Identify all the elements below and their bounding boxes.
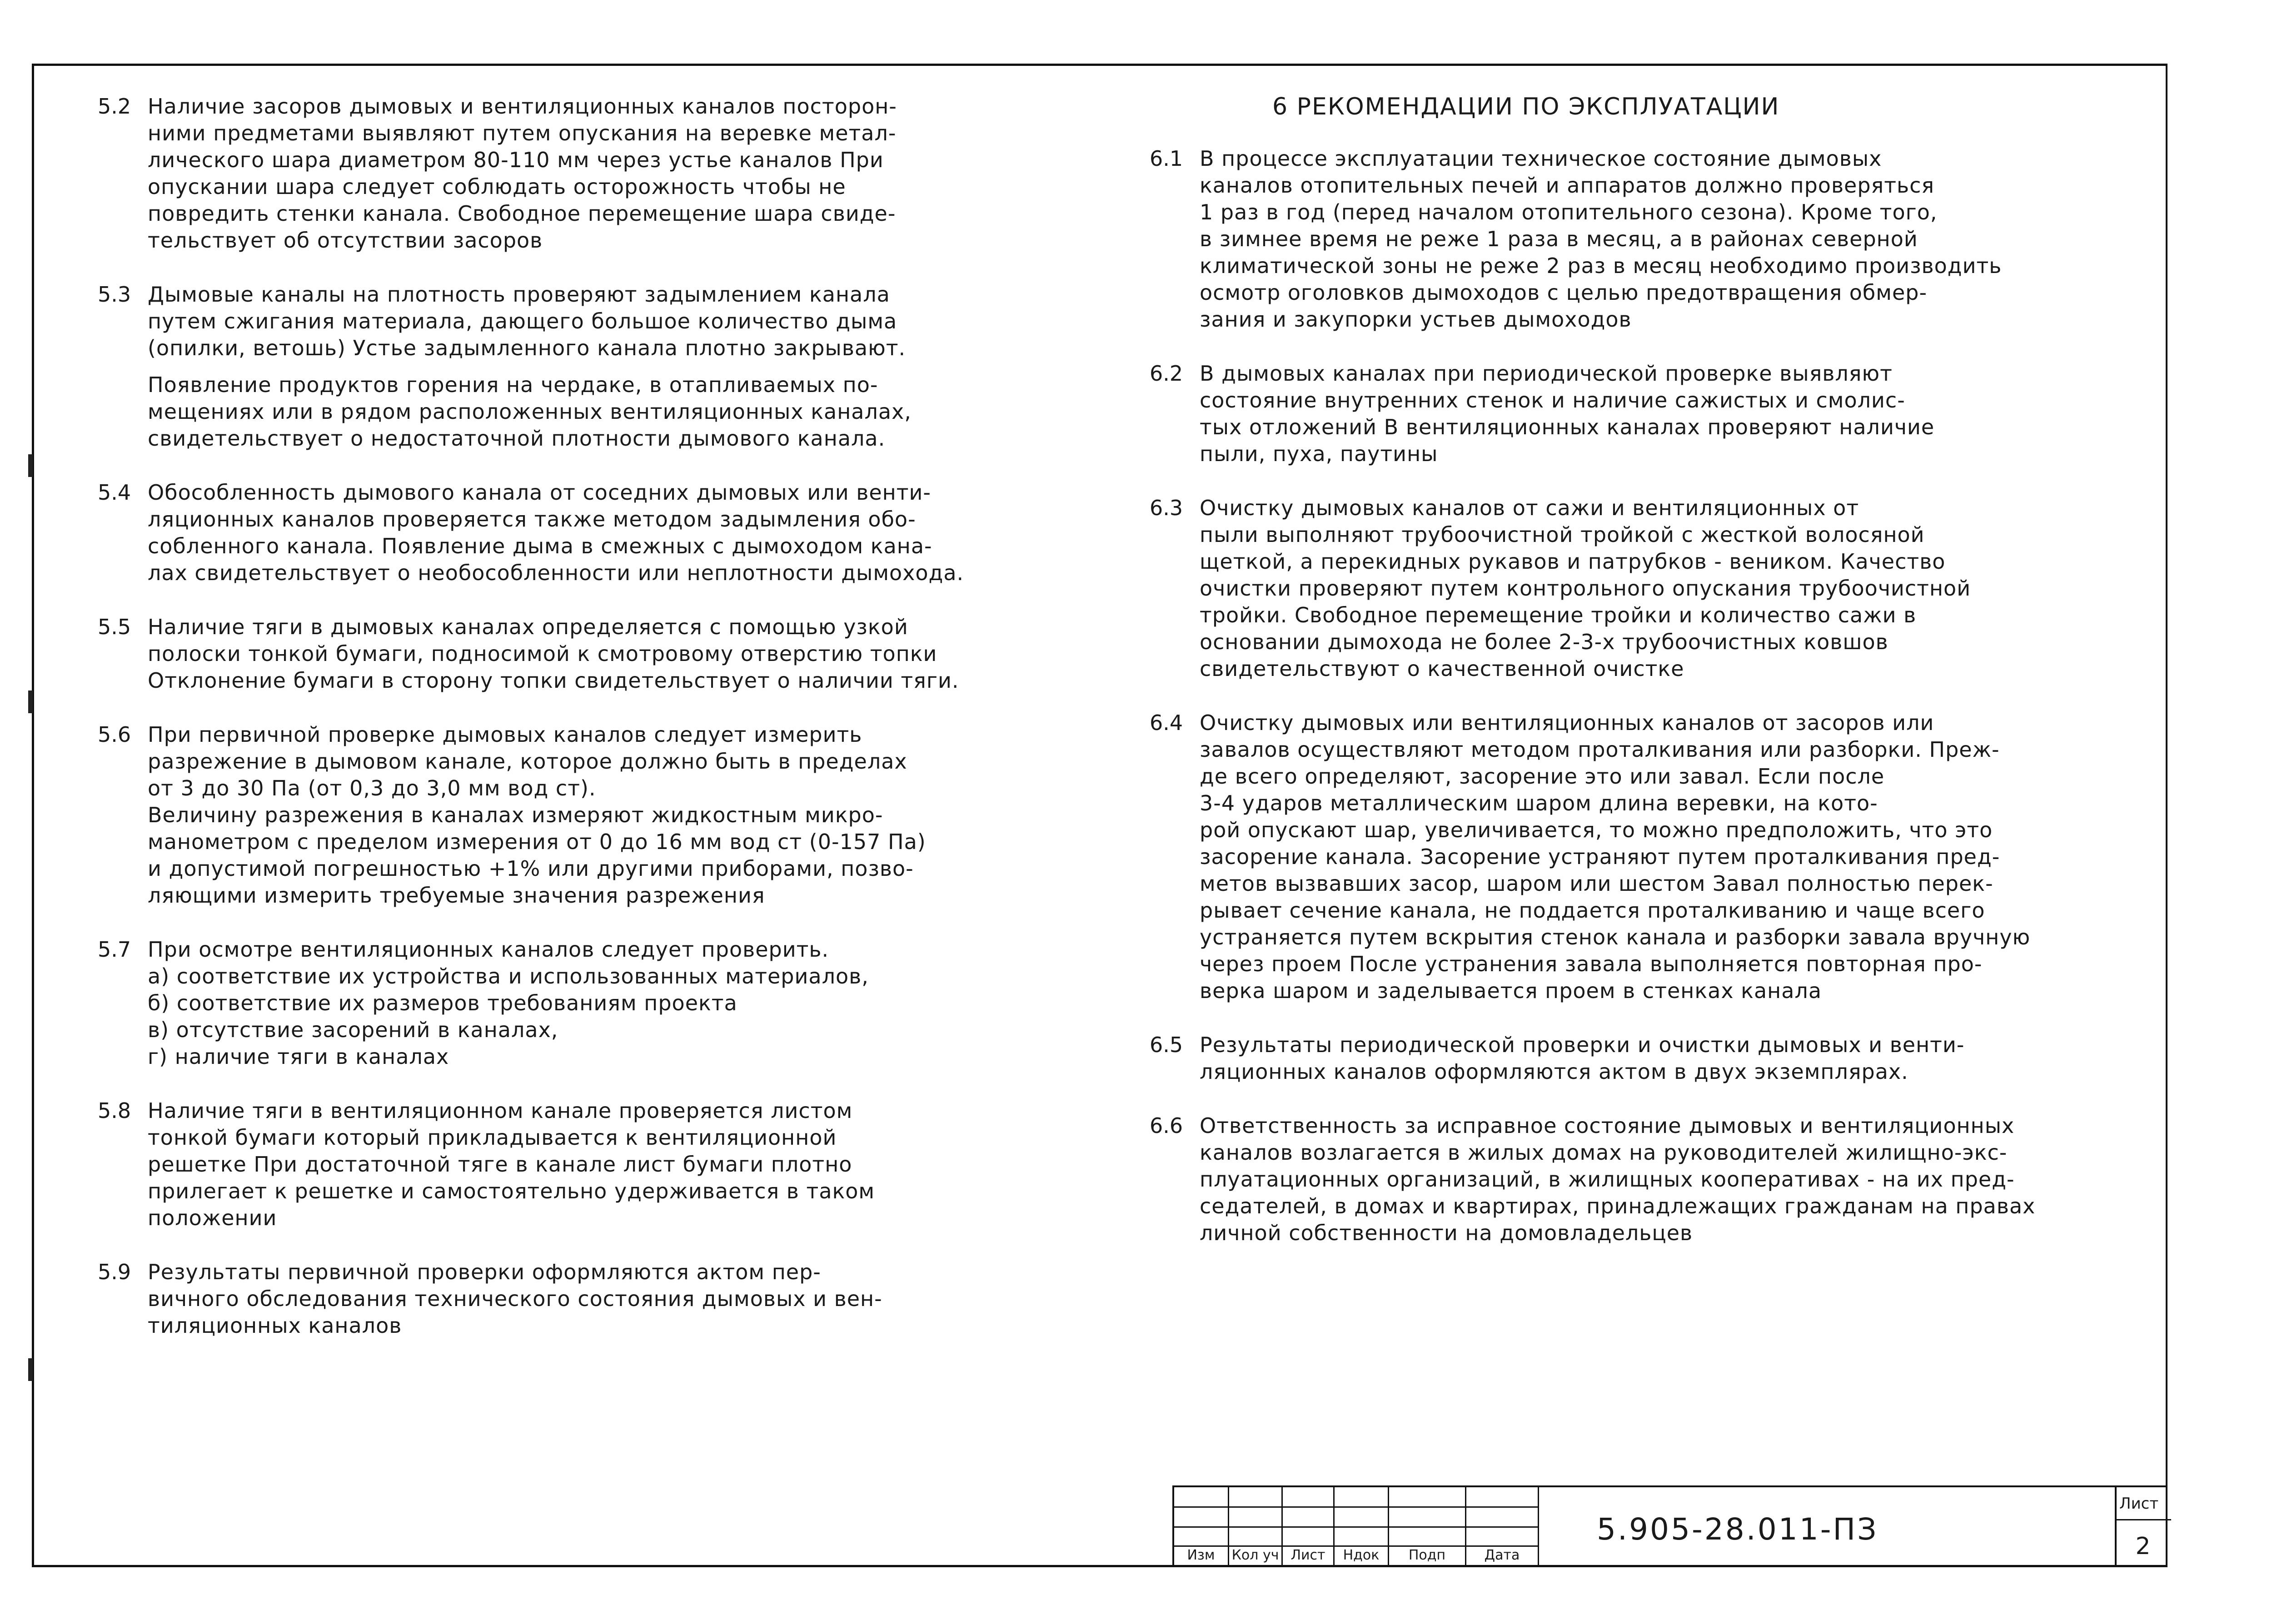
text-line: седателей, в домах и квартирах, принадлежащих гражданам на правах — [1200, 1194, 2036, 1218]
right-column — [1150, 93, 2149, 1274]
paragraph-5-4 — [98, 479, 1097, 586]
text-line: климатической зоны не реже 2 раз в месяц необходимо производить — [1200, 253, 2002, 278]
paragraph-number: 5.2 — [98, 94, 131, 119]
text-line: тиляционных каналов — [148, 1313, 402, 1338]
text-line: основании дымохода не более 2-3-х трубоочистных ковшов — [1200, 630, 1888, 654]
text-line: очистки проверяют путем контрольного опускания трубоочистной — [1200, 576, 1971, 601]
paragraph-body — [1200, 145, 2149, 333]
text-line: В процессе эксплуатации техническое состояние дымовых — [1200, 146, 1882, 171]
paragraph-5-7 — [98, 936, 1097, 1070]
paragraph-5-9 — [98, 1259, 1097, 1339]
text-line: Очистку дымовых каналов от сажи и вентиляционных от — [1200, 496, 1859, 520]
text-line: (опилки, ветошь) Устье задымленного канала плотно закрывают. — [148, 336, 906, 360]
stamp-label-data: Дата — [1484, 1547, 1520, 1563]
text-line: устраняется путем вскрытия стенок канала и разборки завала вручную — [1200, 925, 2031, 949]
text-line: собленного канала. Появление дыма в смежных с дымоходом кана- — [148, 534, 932, 558]
text-line: щеткой, а перекидных рукавов и патрубков - веником. Качество — [1200, 549, 1946, 574]
section-title: 6 РЕКОМЕНДАЦИИ ПО ЭКСПЛУАТАЦИИ — [1272, 93, 1780, 120]
paragraph-5-5 — [98, 614, 1097, 694]
text-line: Отклонение бумаги в сторону топки свидетельствует о наличии тяги. — [148, 668, 959, 693]
text-line: тонкой бумаги который прикладывается к вентиляционной — [148, 1125, 837, 1150]
text-line: Результаты периодической проверки и очистки дымовых и венти- — [1200, 1033, 1965, 1057]
text-line: 3-4 ударов металлическим шаром длина веревки, на кото- — [1200, 791, 1878, 815]
margin-tick — [28, 1358, 33, 1381]
paragraph-5-2 — [98, 93, 1097, 254]
sheet-number: 2 — [2135, 1533, 2151, 1560]
paragraph-number: 6.5 — [1150, 1033, 1183, 1057]
paragraph-body — [148, 1098, 1097, 1232]
paragraph-body — [148, 936, 1097, 1070]
text-line: Наличие тяги в вентиляционном канале проверяется листом — [148, 1098, 853, 1123]
paragraph-6-6 — [1150, 1112, 2149, 1247]
text-line: При осмотре вентиляционных каналов следует проверить. — [148, 937, 829, 962]
text-line: положении — [148, 1206, 277, 1230]
paragraph-number: 6.4 — [1150, 710, 1183, 735]
text-line: пыли, пуха, паутины — [1200, 442, 1438, 466]
stamp-label-podp: Подп — [1408, 1547, 1446, 1563]
text-line: Величину разрежения в каналах измеряют жидкостным микро- — [148, 803, 883, 827]
right-paragraphs — [1150, 145, 2149, 1247]
text-line: вичного обследования технического состояния дымовых и вен- — [148, 1286, 882, 1311]
text-line: засорение канала. Засорение устраняют путем проталкивания пред- — [1200, 844, 2000, 869]
text-line: полоски тонкой бумаги, подносимой к смотровому отверстию топки — [148, 641, 937, 666]
text-line: Появление продуктов горения на чердаке, в отапливаемых по- — [148, 372, 878, 397]
text-line: Обособленность дымового канала от соседних дымовых или венти- — [148, 480, 931, 505]
text-line: через проем После устранения завала выполняется повторная про- — [1200, 952, 1983, 976]
paragraph-number: 5.9 — [98, 1260, 131, 1284]
text-line: зания и закупорки устьев дымоходов — [1200, 307, 1632, 332]
text-line: тройки. Свободное перемещение тройки и количество сажи в — [1200, 603, 1917, 627]
text-line: в) отсутствие засорений в каналах, — [148, 1018, 558, 1042]
paragraph-5-8 — [98, 1098, 1097, 1232]
text-line: прилегает к решетке и самостоятельно удерживается в таком — [148, 1179, 875, 1203]
paragraph-number: 6.2 — [1150, 361, 1183, 386]
text-line: При первичной проверке дымовых каналов следует измерить — [148, 722, 862, 747]
stamp-label-kol-uch: Кол уч — [1231, 1547, 1279, 1563]
paragraph-body — [1200, 1032, 2149, 1085]
text-line: свидетельствуют о качественной очистке — [1200, 656, 1684, 681]
text-line: В дымовых каналах при периодической проверке выявляют — [1200, 361, 1893, 386]
paragraph-body — [1200, 1112, 2149, 1247]
text-line: рой опускают шар, увеличивается, то можно предположить, что это — [1200, 818, 1993, 842]
text-line: личной собственности на домовладельцев — [1200, 1221, 1693, 1245]
text-line: 1 раз в год (перед началом отопительного сезона). Кроме того, — [1200, 200, 1938, 224]
margin-tick — [28, 454, 33, 477]
text-line: осмотр оголовков дымоходов с целью предотвращения обмер- — [1200, 280, 1928, 305]
text-line: Результаты первичной проверки оформляются актом пер- — [148, 1260, 821, 1284]
text-line: каналов отопительных печей и аппаратов должно проверяться — [1200, 173, 1935, 198]
text-line: каналов возлагается в жилых домах на руководителей жилищно-экс- — [1200, 1140, 2008, 1165]
paragraph-number: 5.5 — [98, 615, 131, 639]
text-line: Наличие засоров дымовых и вентиляционных каналов посторон- — [148, 94, 897, 119]
text-line: б) соответствие их размеров требованиям проекта — [148, 991, 737, 1015]
stamp-label-list: Лист — [1290, 1547, 1325, 1563]
text-line: ляционных каналов проверяется также методом задымления обо- — [148, 507, 916, 531]
text-line: метов вызвавших засор, шаром или шестом Завал полностью перек- — [1200, 871, 1993, 896]
text-line: манометром с пределом измерения от 0 до 16 мм вод ст (0-157 Па) — [148, 829, 926, 854]
paragraph-body — [148, 479, 1097, 586]
text-line: Ответственность за исправное состояние дымовых и вентиляционных — [1200, 1113, 2015, 1138]
text-line: решетке При достаточной тяге в канале лист бумаги плотно — [148, 1152, 852, 1177]
text-line: в зимнее время не реже 1 раза в месяц, а в районах северной — [1200, 227, 1918, 251]
text-line: состояние внутренних стенок и наличие сажистых и смолис- — [1200, 388, 1905, 412]
paragraph-body — [1200, 360, 2149, 467]
paragraph-body — [148, 614, 1097, 694]
text-line: Наличие тяги в дымовых каналах определяется с помощью узкой — [148, 615, 908, 639]
paragraph-body — [148, 93, 1097, 254]
text-line: тельствует об отсутствии засоров — [148, 228, 543, 253]
margin-tick — [28, 690, 33, 713]
paragraph-6-4 — [1150, 710, 2149, 1004]
paragraph-number: 5.8 — [98, 1098, 131, 1123]
paragraph-number: 5.6 — [98, 722, 131, 747]
text-line: верка шаром и заделывается проем в стенках канала — [1200, 978, 1822, 1003]
sheet-box — [2115, 1487, 2169, 1567]
paragraph-6-1 — [1150, 145, 2149, 333]
paragraph-6-2 — [1150, 360, 2149, 467]
text-line: тых отложений В вентиляционных каналах проверяют наличие — [1200, 415, 1935, 439]
text-line: лах свидетельствует о необособленности или неплотности дымохода. — [148, 561, 964, 585]
paragraph-number: 6.1 — [1150, 146, 1183, 171]
paragraph-body — [1200, 710, 2149, 1004]
paragraph-body — [1200, 495, 2149, 682]
text-line: Очистку дымовых или вентиляционных каналов от засоров или — [1200, 710, 1934, 735]
text-line: рывает сечение канала, не поддается проталкиванию и чаще всего — [1200, 898, 1985, 923]
paragraph-body — [148, 281, 1097, 452]
title-block — [1172, 1485, 2167, 1567]
paragraph-body — [148, 1259, 1097, 1339]
paragraph-number: 6.6 — [1150, 1113, 1183, 1138]
text-line: ляющими измерить требуемые значения разрежения — [148, 883, 765, 908]
text-line: Дымовые каналы на плотность проверяют задымлением канала — [148, 282, 890, 307]
text-line: повредить стенки канала. Свободное перемещение шара свиде- — [148, 201, 896, 226]
text-line: от 3 до 30 Па (от 0,3 до 3,0 мм вод ст). — [148, 776, 596, 800]
paragraph-6-3 — [1150, 495, 2149, 682]
paragraph-5-3 — [98, 281, 1097, 452]
text-line: опускании шара следует соблюдать осторожность чтобы не — [148, 174, 846, 199]
stamp-label-ndok: Ндок — [1343, 1547, 1380, 1563]
text-line: пыли выполняют трубоочистной тройкой с жесткой волосяной — [1200, 522, 1925, 547]
paragraph-number: 6.3 — [1150, 496, 1183, 520]
paragraph-number: 5.7 — [98, 937, 131, 962]
text-line: разрежение в дымовом канале, которое должно быть в пределах — [148, 749, 907, 774]
text-line: завалов осуществляют методом проталкивания или разборки. Преж- — [1200, 737, 2000, 762]
stamp-label-izm: Изм — [1187, 1547, 1215, 1563]
text-line: мещениях или в рядом расположенных вентиляционных каналах, — [148, 399, 912, 424]
paragraph-6-5 — [1150, 1032, 2149, 1085]
text-line: плуатационных организаций, в жилищных кооперативах - на их пред- — [1200, 1167, 2015, 1192]
left-column — [98, 93, 1097, 1366]
paragraph-number: 5.4 — [98, 480, 131, 505]
paragraph-5-6 — [98, 721, 1097, 909]
document-code: 5.905-28.011-ПЗ — [1597, 1512, 1878, 1547]
text-line: свидетельствует о недостаточной плотности дымового канала. — [148, 426, 886, 451]
text-line: и допустимой погрешностью +1% или другими приборами, позво- — [148, 856, 914, 881]
text-line: а) соответствие их устройства и использованных материалов, — [148, 964, 869, 988]
sheet-label: Лист — [2119, 1495, 2159, 1513]
text-line: г) наличие тяги в каналах — [148, 1044, 449, 1069]
text-line: путем сжигания материала, дающего большое количество дыма — [148, 309, 897, 333]
text-line: ляционных каналов оформляются актом в двух экземплярах. — [1200, 1059, 1908, 1084]
paragraph-body — [148, 721, 1097, 909]
text-line: лического шара диаметром 80-110 мм через устье каналов При — [148, 148, 884, 172]
text-line: ними предметами выявляют путем опускания на веревке метал- — [148, 121, 897, 145]
text-line: де всего определяют, засорение это или завал. Если после — [1200, 764, 1885, 789]
paragraph-number: 5.3 — [98, 282, 131, 307]
revision-table — [1174, 1487, 1538, 1567]
